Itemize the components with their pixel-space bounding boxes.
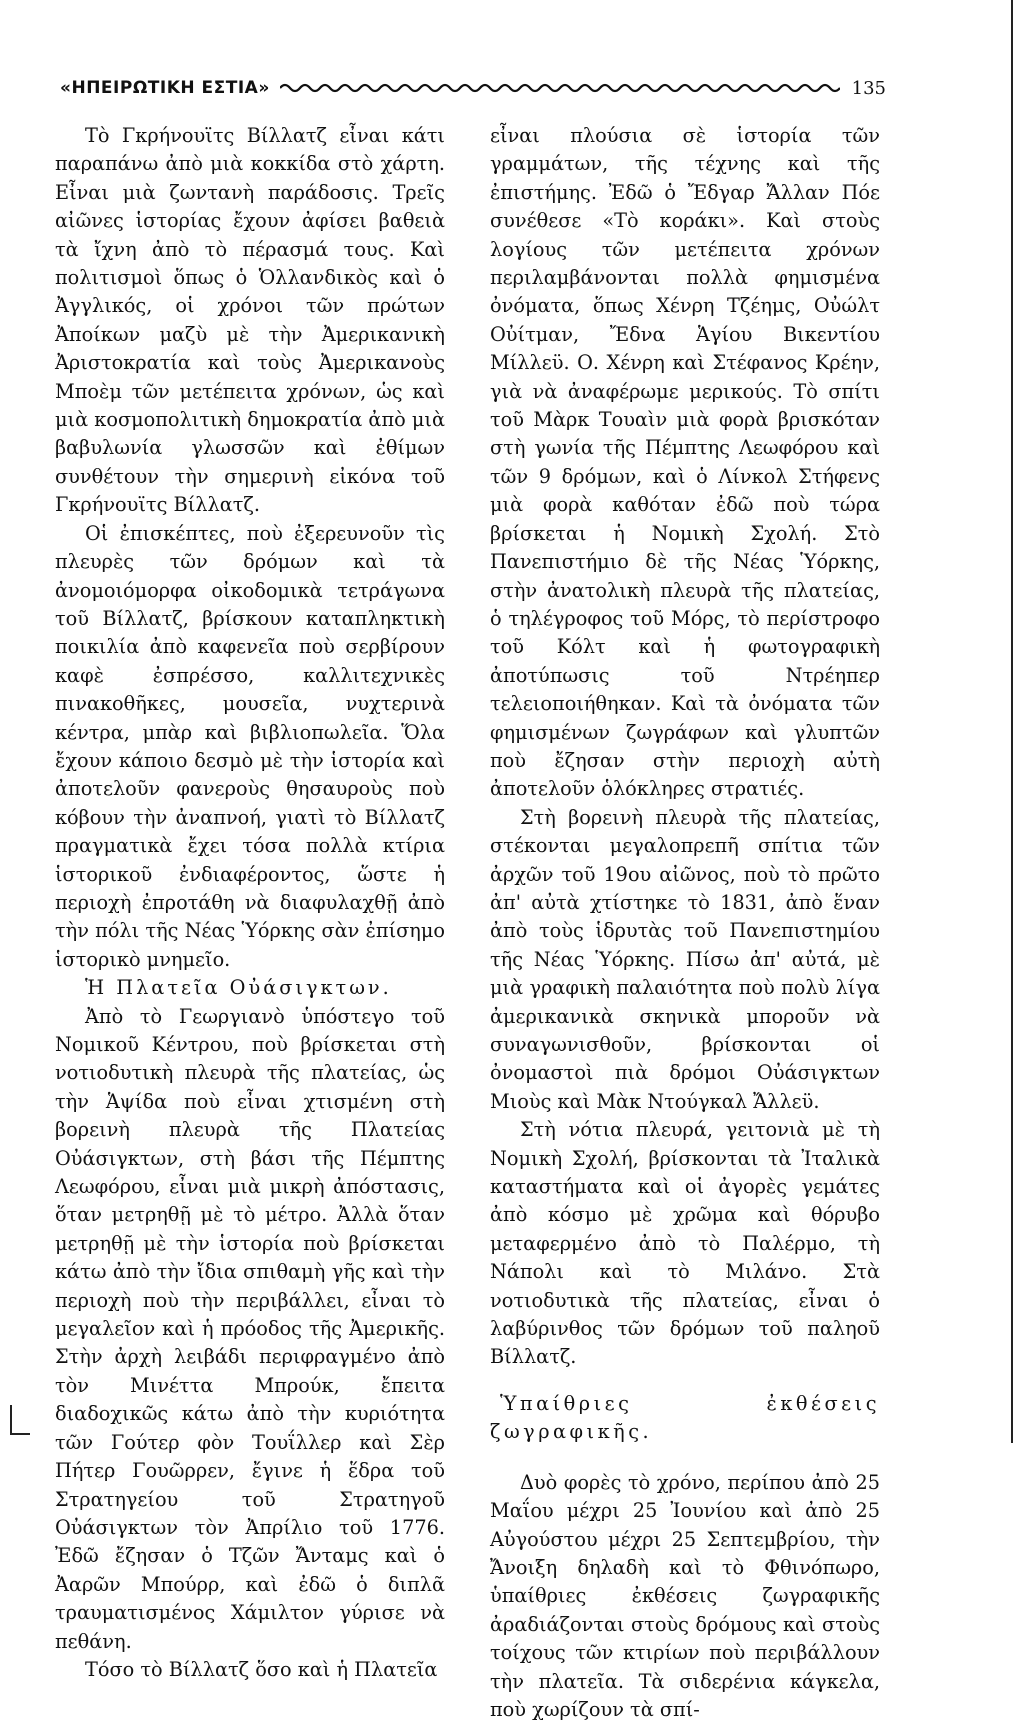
crop-mark — [10, 1405, 30, 1435]
section-heading: Ἡ Πλατεῖα Οὐάσιγκτων. — [85, 976, 392, 1000]
paragraph: εἶναι πλούσια σὲ ἱστορία τῶν γραμμάτων, τῆς τέχνης καὶ τῆς ἐπιστήμης. Ἐδῶ ὁ Ἔδγαρ Ἄλλαν Πόε συνέθεσε «Τὸ κοράκι». Καὶ στοὺς λογίους τῶν μετέπειτα χρόνων περιλαμβάνονται πολλὰ φημισμένα ὀνόματα, ὅπως Χένρη Τζέημς, Οὐώλτ Οὐίτμαν, Ἔδνα Ἁγίου Βικεντίου Μίλλεϋ. Ο. Χένρη καὶ Στέφανος Κρέην, γιὰ νὰ ἀναφέρωμε μερικούς. Τὸ σπίτι τοῦ Μὰρκ Τουαὶν μιὰ φορὰ βρισκόταν στὴ γωνία τῆς Πέμπτης Λεωφόρου καὶ τῶν 9 δρόμων, καὶ ὁ Λίνκολ Στήφενς μιὰ φορὰ καθόταν ἐδῶ ποὺ τώρα βρίσκεται ἡ Νομικὴ Σχολή. Στὸ Πανεπιστήμιο δὲ τῆς Νέας Ὑόρκης, στὴν ἀνατολικὴ πλευρὰ τῆς πλατείας, ὁ τηλέγροφος τοῦ Μόρς, τὸ περίστροφο τοῦ Κόλτ καὶ ἡ φωτογραφικὴ ἀποτύπωσις τοῦ Ντρέηπερ τελειοποιήθηκαν. Καὶ τὰ ὀνόματα τῶν φημισμένων ζωγράφων καὶ γλυπτῶν ποὺ ἔζησαν στὴν περιοχὴ αὐτὴ ἀποτελοῦν ὁλόκληρες στρατιές. — [490, 124, 880, 801]
paragraph: Οἱ ἐπισκέπτες, ποὺ ἐξερευνοῦν τὶς πλευρὲς τῶν δρόμων καὶ τὰ ἀνομοιόμορφα οἰκοδομικὰ τετράγωνα τοῦ Βίλλατζ, βρίσκουν καταπληκτικὴ ποικιλία ἀπὸ καφενεῖα ποὺ σερβίρουν καφὲ ἐσπρέσσο, καλλιτεχνικὲς πινακοθῆκες, μουσεῖα, νυχτερινὰ κέντρα, μπὰρ καὶ βιβλιοπωλεῖα. Ὅλα ἔχουν κάποιο δεσμὸ μὲ τὴν ἱστορία καὶ ἀποτελοῦν φανεροὺς θησαυροὺς ποὺ κόβουν τὴν ἀναπνοή, γιατὶ τὸ Βίλλατζ πραγματικὰ ἔχει τόσα πολλὰ κτίρια ἱστορικοῦ ἐνδιαφέροντος, ὥστε ἡ περιοχὴ ἐπροτάθη νὰ διαφυλαχθῇ ἀπὸ τὴν πόλι τῆς Νέας Ὑόρκης σὰν ἐπίσημο ἱστορικὸ μνημεῖο. — [55, 521, 445, 971]
paragraph: Τὸ Γκρήνουϊτς Βίλλατζ εἶναι κάτι παραπάνω ἀπὸ μιὰ κοκκίδα στὸ χάρτη. Εἶναι μιὰ ζωντανὴ παράδοσις. Τρεῖς αἰῶνες ἱστορίας ἔχουν ἀφίσει βαθειὰ τὰ ἴχνη ἀπὸ τὸ πέρασμά τους. Καὶ πολιτισμοὶ ὅπως ὁ Ὁλλανδικὸς καὶ ὁ Ἀγγλικός, οἱ χρόνοι τῶν πρώτων Ἀποίκων μαζὺ μὲ τὴν Ἀμερικανικὴ Ἀριστοκρατία καὶ τοὺς Ἀμερικανοὺς Μποὲμ τῶν μετέπειτα χρόνων, ὡς καὶ μιὰ κοσμοπολιτικὴ δημοκρατία ἀπὸ μιὰ βαβυλωνία γλωσσῶν καὶ ἐθίμων συνθέτουν τὴν σημερινὴ εἰκόνα τοῦ Γκρήνουϊτς Βίλλατζ. — [55, 124, 445, 517]
journal-title: «ΗΠΕΙΡΩΤΙΚΗ ΕΣΤΙΑ» — [60, 78, 270, 98]
paragraph: Ἀπὸ τὸ Γεωργιανὸ ὑπόστεγο τοῦ Νομικοῦ Κέντρου, ποὺ βρίσκεται στὴ νοτιοδυτικὴ πλευρὰ τῆς πλατείας, ὡς τὴν Ἁψίδα ποὺ εἶναι χτισμένη στὴ βορεινὴ πλευρὰ τῆς Πλατείας Οὐάσιγκτων, στὴ βάσι τῆς Πέμπτης Λεωφόρου, εἶναι μιὰ μικρὴ ἀπόστασις, ὅταν μετρηθῇ μὲ τὸ μέτρο. Ἀλλὰ ὅταν μετρηθῇ μὲ τὴν ἱστορία ποὺ βρίσκεται κάτω ἀπὸ τὴν ἴδια σπιθαμὴ γῆς καὶ τὴν περιοχὴ ποὺ τὴν περιβάλλει, εἶναι τὸ μεγαλεῖον καὶ ἡ πρόοδος τῆς Ἀμερικῆς. Στὴν ἀρχὴ λειβάδι περιφραγμένο ἀπὸ τὸν Μινέττα Μπρούκ, ἔπειτα διαδοχικῶς κάτω ἀπὸ τὴν κυριότητα τῶν Γούτερ φὸν Τουΐλλερ καὶ Σὲρ Πήτερ Γουῶρρεν, ἔγινε ἡ ἕδρα τοῦ Στρατηγείου τοῦ Στρατηγοῦ Οὐάσιγκτων τὸν Ἀπρίλιο τοῦ 1776. Ἐδῶ ἔζησαν ὁ Τζῶν Ἄνταμς καὶ ὁ Ἀαρῶν Μπούρρ, καὶ ἐδῶ ὁ διπλᾶ τραυματισμένος Χάμιλτον γύρισε νὰ πεθάνη. — [55, 1004, 445, 1653]
section-heading: Ὑπαίθριες ἐκθέσεις ζωγραφικῆς. — [490, 1391, 880, 1444]
paragraph: Στὴ βορεινὴ πλευρὰ τῆς πλατείας, στέκονται μεγαλοπρεπῆ σπίτια τῶν ἀρχῶν τοῦ 19ου αἰῶνος, ποὺ τὸ πρῶτο ἀπ' αὐτὰ χτίστηκε τὸ 1831, ἀπὸ ἕναν ἀπὸ τοὺς ἱδρυτὰς τοῦ Πανεπιστημίου τῆς Νέας Ὑόρκης. Πίσω ἀπ' αὐτά, μὲ μιὰ γραφικὴ παλαιότητα ποὺ πολὺ λίγα ἀμερικανικὰ σκηνικὰ μποροῦν νὰ συναγωνισθοῦν, βρίσκονται οἱ ὀνομαστοὶ πιὰ δρόμοι Οὐάσιγκτων Μιοὺς καὶ Μὰκ Ντούγκαλ Ἄλλεϋ. — [490, 805, 880, 1113]
running-header — [60, 76, 886, 102]
paragraph: Δυὸ φορὲς τὸ χρόνο, περίπου ἀπὸ 25 Μαΐου μέχρι 25 Ἰουνίου καὶ ἀπὸ 25 Αὐγούστου μέχρι 25 Σεπτεμβρίου, τὴν Ἄνοιξη δηλαδὴ καὶ τὸ Φθινόπωρο, ὑπαίθριες ἐκθέσεις ζωγραφικῆς ἀραδιάζονται στοὺς δρόμους καὶ στοὺς τοίχους τῶν κτιρίων ποὺ περιβάλλουν τὴν πλατεῖα. Τὰ σιδερένια κάγκελα, ποὺ χωρίζουν τὰ σπί- — [490, 1470, 880, 1721]
paragraph: Τόσο τὸ Βίλλατζ ὅσο καὶ ἡ Πλατεῖα — [85, 1657, 438, 1681]
paragraph: Στὴ νότια πλευρά, γειτονιὰ μὲ τὴ Νομικὴ Σχολή, βρίσκονται τὰ Ἰταλικὰ καταστήματα καὶ οἱ ἀγορὲς γεμάτες ἀπὸ κόσμο μὲ χρῶμα καὶ θόρυβο μεταφερμένο ἀπὸ τὸ Παλέρμο, τὴ Νάπολι καὶ τὸ Μιλάνο. Στὰ νοτιοδυτικὰ τῆς πλατείας, εἶναι ὁ λαβύρινθος τῶν δρόμων τοῦ παληοῦ Βίλλατζ. — [490, 1118, 880, 1369]
left-column — [55, 122, 445, 1684]
page-number: 135 — [851, 78, 886, 99]
right-column — [490, 122, 880, 1724]
scan-edge-line — [1011, 0, 1013, 1443]
wavy-rule — [280, 82, 840, 94]
